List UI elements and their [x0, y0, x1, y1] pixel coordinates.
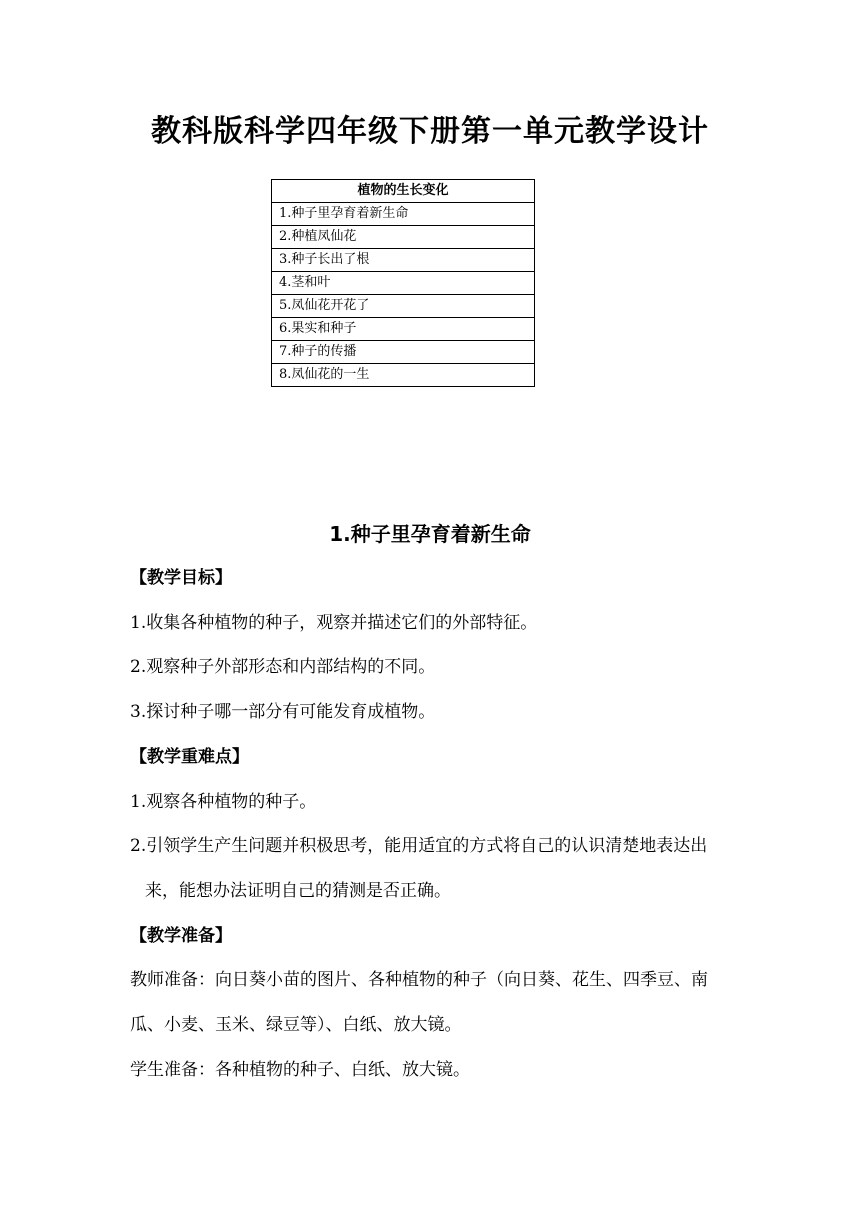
- table-row: [272, 341, 535, 364]
- table-cell: 3.种子长出了根: [272, 249, 535, 272]
- teacher-preparation: 教师准备：向日葵小苗的图片、各种植物的种子（向日葵、花生、四季豆、南瓜、小麦、玉米、绿豆等）、白纸、放大镜。: [130, 970, 708, 1036]
- student-preparation: 学生准备：各种植物的种子、白纸、放大镜。: [130, 1059, 470, 1080]
- key-points-heading: 【教学重难点】: [130, 746, 249, 767]
- table-row: [272, 318, 535, 341]
- objectives-heading: 【教学目标】: [130, 568, 232, 588]
- objective-item: 1.收集各种植物的种子，观察并描述它们的外部特征。: [130, 612, 538, 633]
- key-point-item: 1.观察各种植物的种子。: [130, 791, 317, 812]
- table-cell: 4.茎和叶: [272, 272, 535, 295]
- preparation-heading: 【教学准备】: [130, 925, 232, 946]
- lesson-body: [130, 556, 740, 1092]
- objective-item: 2.观察种子外部形态和内部结构的不同。: [130, 657, 436, 678]
- table-cell: 8.凤仙花的一生: [272, 364, 535, 387]
- table-cell: 6.果实和种子: [272, 318, 535, 341]
- table-row: [272, 272, 535, 295]
- table-header-row: [272, 180, 535, 203]
- table-cell: 5.凤仙花开花了: [272, 295, 535, 318]
- table-row: [272, 295, 535, 318]
- table-row: [272, 364, 535, 387]
- key-point-item: 2.引领学生产生问题并积极思考，能用适宜的方式将自己的认识清楚地表达出来，能想办法证明自己的猜测是否正确。: [130, 836, 708, 901]
- table-cell: 1.种子里孕育着新生命: [272, 203, 535, 226]
- table-header-cell: 植物的生长变化: [272, 180, 535, 203]
- objective-item: 3.探讨种子哪一部分有可能发育成植物。: [130, 702, 436, 723]
- table-row: [272, 249, 535, 272]
- table-cell: 2.种植凤仙花: [272, 226, 535, 249]
- table-row: [272, 226, 535, 249]
- unit-contents-table: [271, 179, 535, 387]
- table-cell: 7.种子的传播: [272, 341, 535, 364]
- lesson-title: 1.种子里孕育着新生命: [329, 522, 531, 546]
- table-row: [272, 203, 535, 226]
- document-title: 教科版科学四年级下册第一单元教学设计: [151, 114, 709, 149]
